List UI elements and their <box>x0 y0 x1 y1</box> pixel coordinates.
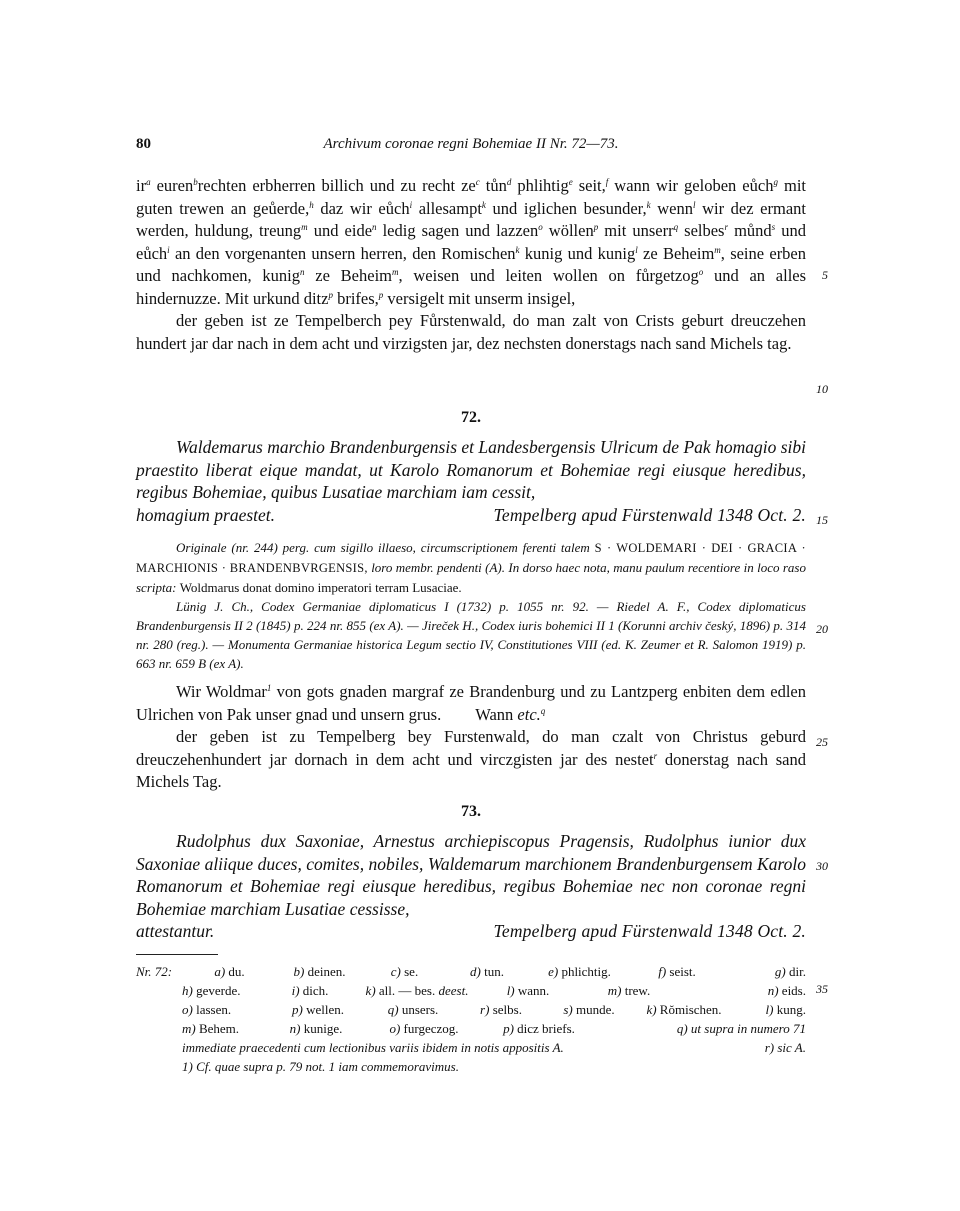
footnote-marker: 1 <box>266 683 272 693</box>
text-segment: an den vorgenanten unsern herren, den Romischen <box>169 243 516 263</box>
footnote-marker: i <box>167 244 170 255</box>
text-segment-etc: etc. <box>517 704 541 724</box>
text-segment: selbes <box>678 221 725 240</box>
footnote-label: Nr. 72: <box>136 964 173 979</box>
footnote-marker: b <box>193 177 198 187</box>
footnote-item: p) dicz briefs. <box>503 1021 575 1036</box>
line-number-25: 25 <box>816 735 828 749</box>
text-segment: und eůch <box>136 221 806 263</box>
footnote-text: immediate praecedenti cum lectionibus variis ibidem in notis appositis A. <box>182 1040 564 1055</box>
footnote-marker: n <box>300 267 305 277</box>
footnote-row-6 <box>136 1057 806 1076</box>
footnotes <box>136 962 806 1076</box>
text-segment: rechten erbherren billich und zu recht ze <box>197 176 476 195</box>
footnote-item: q) ut supra in numero 71 <box>676 1021 806 1036</box>
text-segment: versigelt mit unserm insigel, <box>383 288 576 308</box>
document-73 <box>136 803 806 943</box>
dorsal-note: Woldmarus donat domino imperatori terram Lusaciae. <box>179 580 462 595</box>
footnote-item: p) wellen. <box>292 1002 344 1017</box>
footnote-separator <box>136 954 218 955</box>
text-segment: ze Beheim <box>637 243 715 263</box>
footnote-item: i) dich. <box>291 983 329 998</box>
footnote-marker: q <box>540 705 546 716</box>
footnote-item: m) trew. <box>607 983 651 998</box>
editions-note: Lünig J. Ch., Codex Germaniae diplomaticus I (1732) p. 1055 nr. 92. — Riedel A. F., Codex diplomaticus Brandenburgensis II 2 (1845) p. 224 nr. 855 (ex A). — Jireček H., Codex iuris bohemici II 1 (Korunni archiv český, 1896) p. 314 nr. 280 (reg.). — Monumenta Germaniae historica Legum sectio IV, Constitutiones VIII (ed. K. Zeumer et R. Salomon 1919) p. 663 nr. 659 B (ex A). <box>136 599 806 671</box>
footnote-marker: p <box>328 289 333 300</box>
footnote-item: r) selbs. <box>480 1002 522 1017</box>
footnote-marker: g <box>773 177 778 187</box>
text-segment: ze Beheim <box>304 266 393 285</box>
footnote-item: c) se. <box>390 964 419 979</box>
preceding-document-text <box>136 175 806 355</box>
footnote-item: o) lassen. <box>182 1002 232 1017</box>
document-72 <box>136 409 806 794</box>
footnote-marker: l <box>635 244 638 255</box>
seal-inscription: S · WOLDEMARI · DEI · GRACIA · MARCHIONIS · BRANDENBVRGENSIS, <box>136 541 806 575</box>
text-segment: phlihtig <box>511 176 569 195</box>
text-segment: daz wir eůch <box>313 198 410 218</box>
footnote-marker: m <box>392 267 399 277</box>
footnote-item: f) seist. <box>658 964 696 979</box>
footnote-item: l) kung. <box>765 1002 806 1017</box>
running-title: Archivum coronae regni Bohemiae II Nr. 72—73. <box>323 136 619 152</box>
footnote-item: a) du. <box>214 964 245 979</box>
line-number-35: 35 <box>816 982 828 996</box>
footnote-marker: l <box>692 199 696 210</box>
text-segment: ledig sagen und lazzen <box>376 221 539 240</box>
regest-text: Rudolphus dux Saxoniae, Arnestus archiepiscopus Pragensis, Rudolphus iunior dux Saxoniae aliique duces, comites, nobiles, Waldemarum marchionem Brandenburgensem Karolo Romanorum et Bohemiae regi eiusque heredibus, regibus Bohemiae nec non coronae regni Bohemiae marchiam Lusatiae cessisse, <box>136 831 806 919</box>
footnote-marker: k <box>481 199 486 210</box>
document-text <box>136 681 806 794</box>
footnote-item: h) geverde. <box>182 983 241 998</box>
footnote-item: l) wann. <box>506 983 550 998</box>
footnote-text: 1) Cf. quae supra p. 79 not. 1 iam commemoravimus. <box>182 1059 459 1074</box>
text-segment: brifes, <box>332 288 379 308</box>
footnote-marker: i <box>409 199 413 210</box>
regest-text: Waldemarus marchio Brandenburgensis et Landesbergensis Ulricum de Pak homagio sibi praestito liberat eique mandat, ut Karolo Romanorum et Bohemiae regi eiusque heredibus, regibus Bohemiae, quibus Lusatiae marchiam iam cessit, <box>136 437 806 502</box>
document-number: 73. <box>461 803 481 820</box>
footnote-item: k) Rŏmischen. <box>646 1002 722 1017</box>
regest-text-end: homagium praestet. <box>136 504 276 525</box>
footnote-marker: f <box>605 177 609 187</box>
footnote-item: n) kunige. <box>289 1021 343 1036</box>
tradition-note <box>136 538 806 597</box>
line-number-30: 30 <box>816 859 828 873</box>
preceding-paragraph <box>136 175 806 310</box>
line-number-15: 15 <box>816 513 828 527</box>
regest-final-line <box>136 920 806 943</box>
text-paragraph-2 <box>136 726 806 794</box>
footnote-item: s) munde. <box>563 1002 615 1017</box>
text-segment: allesampt <box>412 198 482 218</box>
footnote-item: e) phlichtig. <box>548 964 611 979</box>
footnote-row-1 <box>136 962 806 981</box>
regest <box>136 436 806 504</box>
footnote-marker: e <box>568 177 573 187</box>
footnote-item: r) sic A. <box>764 1040 806 1055</box>
footnote-marker: a <box>146 177 151 187</box>
text-segment: mit unserr <box>598 221 674 240</box>
text-segment: von gots gnaden margraf ze Brandenburg und zu Lantzperg enbiten dem edlen Ulrichen von Pak unser gnad und unsern grus. <box>136 682 806 724</box>
footnote-item: d) tun. <box>470 964 504 979</box>
line-number-20: 20 <box>816 622 828 636</box>
footnote-row-3 <box>136 1000 806 1019</box>
text-segment: tůn <box>479 176 507 195</box>
text-segment: euren <box>150 176 194 195</box>
footnote-item: m) Behem. <box>182 1021 240 1036</box>
footnote-marker: r <box>653 750 658 761</box>
footnote-marker: r <box>724 222 728 232</box>
text-segment: seit, <box>572 176 606 195</box>
footnote-marker: h <box>309 199 314 210</box>
regest <box>136 830 806 920</box>
footnote-marker: n <box>372 222 377 232</box>
line-number-10: 10 <box>816 382 828 396</box>
text-segment: wenn <box>650 198 693 218</box>
footnote-marker: o <box>538 222 543 232</box>
text-segment: wöllen <box>542 221 594 240</box>
text-segment: und an alles hindernuzze. Mit urkund ditz <box>136 266 807 308</box>
text-segment: wann wir geloben eůch <box>608 176 774 195</box>
document-number: 72. <box>461 409 481 426</box>
footnote-item: o) furgeczog. <box>389 1021 459 1036</box>
date-place: Tempelberg apud Fürstenwald 1348 Oct. 2. <box>493 504 806 525</box>
footnote-marker: s <box>771 222 776 232</box>
text-segment: můnd <box>728 221 772 240</box>
line-number-5: 5 <box>822 268 828 282</box>
source-notes <box>136 538 806 673</box>
text-segment: kunig und kunig <box>519 243 636 263</box>
text-segment: Wann <box>475 704 514 724</box>
footnote-marker: k <box>646 199 651 210</box>
text-segment: ir <box>136 176 147 195</box>
text-segment: der geben ist zu Tempelberg bey Furstenwald, do man czalt von Christus geburd dreuczehenhundert jar dornach in dem acht und virczgisten jar des nestet <box>136 727 806 769</box>
text-paragraph-1 <box>136 681 806 726</box>
footnote-row-2 <box>136 981 806 1000</box>
footnote-item: n) eids. <box>767 983 806 998</box>
text-segment: Wir Woldmar <box>176 682 267 701</box>
footnote-marker: o <box>698 267 704 277</box>
footnote-item: b) deinen. <box>293 964 346 979</box>
footnote-item: g) dir. <box>774 964 806 979</box>
regest-final-line <box>136 504 806 527</box>
footnote-item: q) unsers. <box>387 1002 439 1017</box>
page-number: 80 <box>136 136 151 152</box>
tradition-note-text: Originale (nr. 244) perg. cum sigillo illaeso, circumscriptionem ferenti talem <box>176 540 595 555</box>
date-place: Tempelberg apud Fürstenwald 1348 Oct. 2. <box>493 921 806 941</box>
footnote-marker: q <box>673 222 679 232</box>
footnote-row-4 <box>136 1019 806 1038</box>
footnote-item: k) all. — bes. deest. <box>365 983 469 998</box>
text-segment: mit guten trewen an geůerde, <box>136 176 806 218</box>
text-segment: und iglichen besunder, <box>485 198 647 218</box>
tradition-note-text-2: loro membr. pendenti (A). In dorso haec nota, manu paulum recentiore in loco raso scripta: <box>136 560 806 595</box>
footnote-marker: p <box>593 222 599 232</box>
text-segment: , seine erben und nachkomen, kunig <box>136 243 807 285</box>
regest-text-end: attestantur. <box>136 921 215 941</box>
preceding-dating-clause: der geben ist ze Tempelberch pey Fůrstenwald, do man zalt von Crists geburt dreuczehen hundert jar dar nach in dem acht und virzigsten jar, dez nechsten donerstags nach sand Michels tag. <box>136 311 806 353</box>
footnote-marker: p <box>378 289 384 300</box>
text-segment: wir dez ermant werden, huldung, treung <box>136 198 806 240</box>
footnote-marker: c <box>475 177 480 187</box>
text-segment: donerstag nach sand Michels Tag. <box>136 749 806 791</box>
text-segment: , weisen und leiten wollen on fůrgetzog <box>398 266 699 285</box>
footnote-row-5 <box>136 1038 806 1057</box>
footnote-marker: k <box>515 244 520 255</box>
footnote-marker: m <box>301 222 308 232</box>
footnote-marker: d <box>506 177 512 187</box>
footnote-marker: m <box>714 244 721 255</box>
text-segment: und eide <box>307 221 373 240</box>
